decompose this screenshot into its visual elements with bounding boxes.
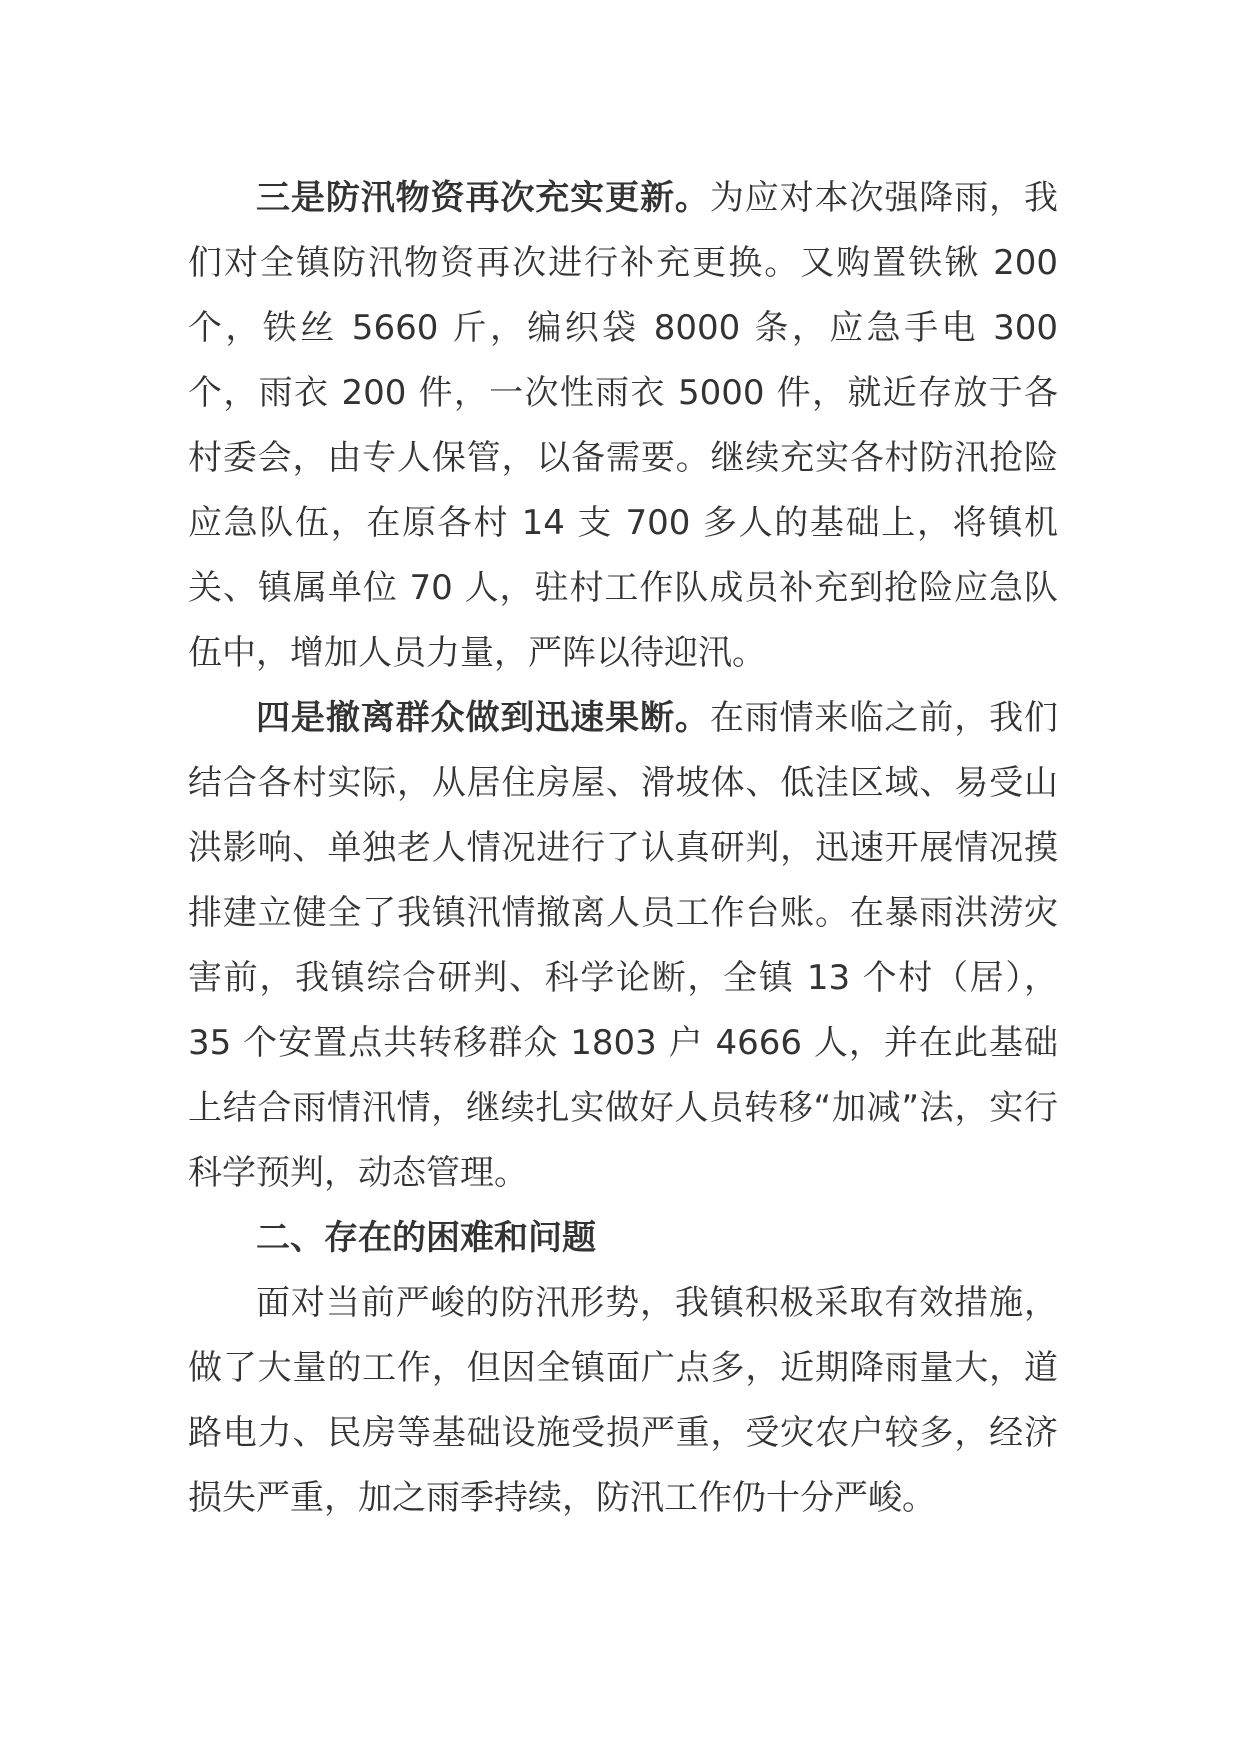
paragraph-supplies (188, 166, 1058, 686)
document-body (188, 166, 1058, 1531)
paragraph-lead-supplies: 三是防汛物资再次充实更新。 (256, 178, 710, 218)
section-heading: 二、存在的困难和问题 (256, 1218, 596, 1258)
paragraph-difficulties: 面对当前严峻的防汛形势，我镇积极采取有效措施，做了大量的工作，但因全镇面广点多，近期降雨量大，道路电力、民房等基础设施受损严重，受灾农户较多，经济损失严重，加之雨季持续，防汛工作仍十分严峻。 (188, 1283, 1058, 1518)
paragraph-text-supplies: 为应对本次强降雨，我们对全镇防汛物资再次进行补充更换。又购置铁锹 200 个，铁丝 5660 斤，编织袋 8000 条，应急手电 300 个，雨衣 200 件，一次性雨衣 5000 件，就近存放于各村委会，由专人保管，以备需要。继续充实各村防汛抢险应急队伍，在原各村 14 支 700 多人的基础上，将镇机关、镇属单位 70 人，驻村工作队成员补充到抢险应急队伍中，增加人员力量，严阵以待迎汛。 (188, 178, 1059, 673)
paragraph-text-evacuation: 在雨情来临之前，我们结合各村实际，从居住房屋、滑坡体、低洼区域、易受山洪影响、单独老人情况进行了认真研判，迅速开展情况摸排建立健全了我镇汛情撤离人员工作台账。在暴雨洪涝灾害前，我镇综合研判、科学论断，全镇 13 个村（居），35 个安置点共转移群众 1803 户 4666 人，并在此基础上结合雨情汛情，继续扎实做好人员转移“加减”法，实行科学预判，动态管理。 (188, 698, 1059, 1193)
paragraph-evacuation (188, 686, 1058, 1206)
paragraph-lead-evacuation: 四是撤离群众做到迅速果断。 (256, 698, 710, 738)
